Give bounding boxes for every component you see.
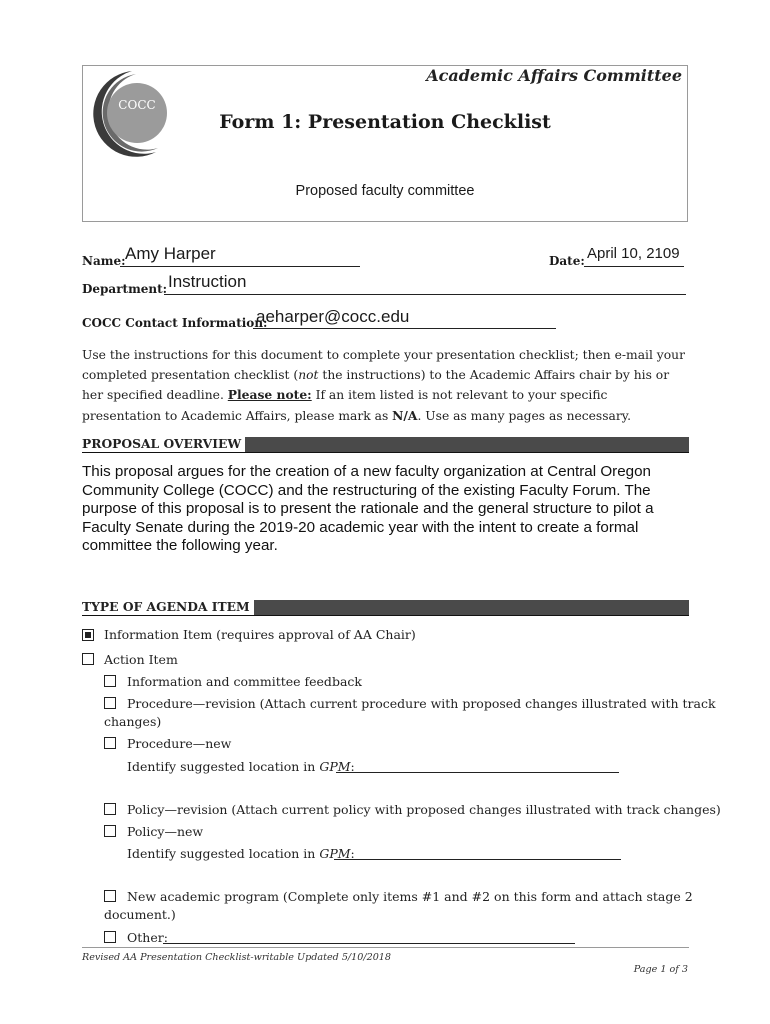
logo-text: COCC [118, 98, 156, 112]
other-label: Other: [127, 930, 168, 945]
info-feedback-label: Information and committee feedback [127, 674, 362, 689]
footer-revision: Revised AA Presentation Checklist-writable Updated 5/10/2018 [82, 952, 392, 963]
policy-new-checkbox[interactable] [104, 825, 116, 837]
department-label: Department: [82, 282, 168, 296]
proposal-overview-text[interactable]: This proposal argues for the creation of a new faculty organization at Central Oregon Community College (COCC) and the restructuring of the existing Faculty Forum. The purpose of this proposal is to present the rationale and the general structure to pilot a Faculty Senate during the 2019-20 academic year with the intent to create a formal committee the following year. [82, 463, 654, 554]
new-program-label-cont: document.) [104, 907, 176, 922]
department-field[interactable]: Instruction [168, 272, 247, 291]
procedure-new-checkbox[interactable] [104, 737, 116, 749]
gpm-location-field[interactable] [334, 859, 621, 860]
procedure-revision-label: Procedure—revision (Attach current procedure with proposed changes illustrated with track [127, 696, 716, 711]
contact-label: COCC Contact Information: [82, 316, 268, 330]
contact-underline [253, 328, 556, 329]
policy-new-label: Policy—new [127, 824, 204, 839]
other-field[interactable] [163, 943, 575, 944]
new-program-label: New academic program (Complete only items #1 and #2 on this form and attach stage 2 [127, 889, 693, 904]
page-number: Page 1 of 3 [633, 964, 688, 975]
policy-revision-label: Policy—revision (Attach current policy with proposed changes illustrated with track changes) [127, 802, 721, 817]
instructions-paragraph: Use the instructions for this document to complete your presentation checklist; then e-mail your completed presentation checklist (not the instructions) to the Academic Affairs chair by his or her specified deadline. Please note: If an item listed is not relevant to your specific presentation to Academic Affairs, please mark as N/A. Use as many pages as necessary. [82, 348, 685, 423]
section-title: PROPOSAL OVERVIEW [82, 436, 245, 452]
date-label: Date: [549, 254, 585, 268]
procedure-revision-label-cont: changes) [104, 714, 162, 729]
information-item-checkbox[interactable] [82, 629, 94, 641]
proposal-overview-header [82, 437, 689, 453]
other-checkbox[interactable] [104, 931, 116, 943]
committee-title: Academic Affairs Committee [426, 66, 682, 85]
name-label: Name: [82, 254, 126, 268]
gpm-location-field[interactable] [336, 772, 619, 773]
contact-field[interactable]: aeharper@cocc.edu [256, 307, 410, 326]
footer-divider [82, 947, 689, 948]
information-item-label: Information Item (requires approval of AA Chair) [104, 627, 416, 642]
info-feedback-checkbox[interactable] [104, 675, 116, 687]
name-underline [120, 266, 360, 267]
department-underline [164, 294, 686, 295]
policy-revision-checkbox[interactable] [104, 803, 116, 815]
action-item-checkbox[interactable] [82, 653, 94, 665]
procedure-new-label: Procedure—new [127, 736, 232, 751]
proposal-name-field[interactable]: Proposed faculty committee [295, 183, 475, 199]
name-field[interactable]: Amy Harper [125, 244, 216, 263]
date-field[interactable]: April 10, 2109 [587, 245, 680, 262]
gpm-location-label: Identify suggested location in GPM: [127, 846, 355, 861]
agenda-type-header [82, 600, 689, 616]
action-item-label: Action Item [104, 652, 178, 667]
date-underline [584, 266, 684, 267]
gpm-location-label: Identify suggested location in GPM: [127, 759, 355, 774]
new-program-checkbox[interactable] [104, 890, 116, 902]
procedure-revision-checkbox[interactable] [104, 697, 116, 709]
form-title: Form 1: Presentation Checklist [219, 111, 551, 133]
section-title: TYPE OF AGENDA ITEM [82, 599, 254, 615]
